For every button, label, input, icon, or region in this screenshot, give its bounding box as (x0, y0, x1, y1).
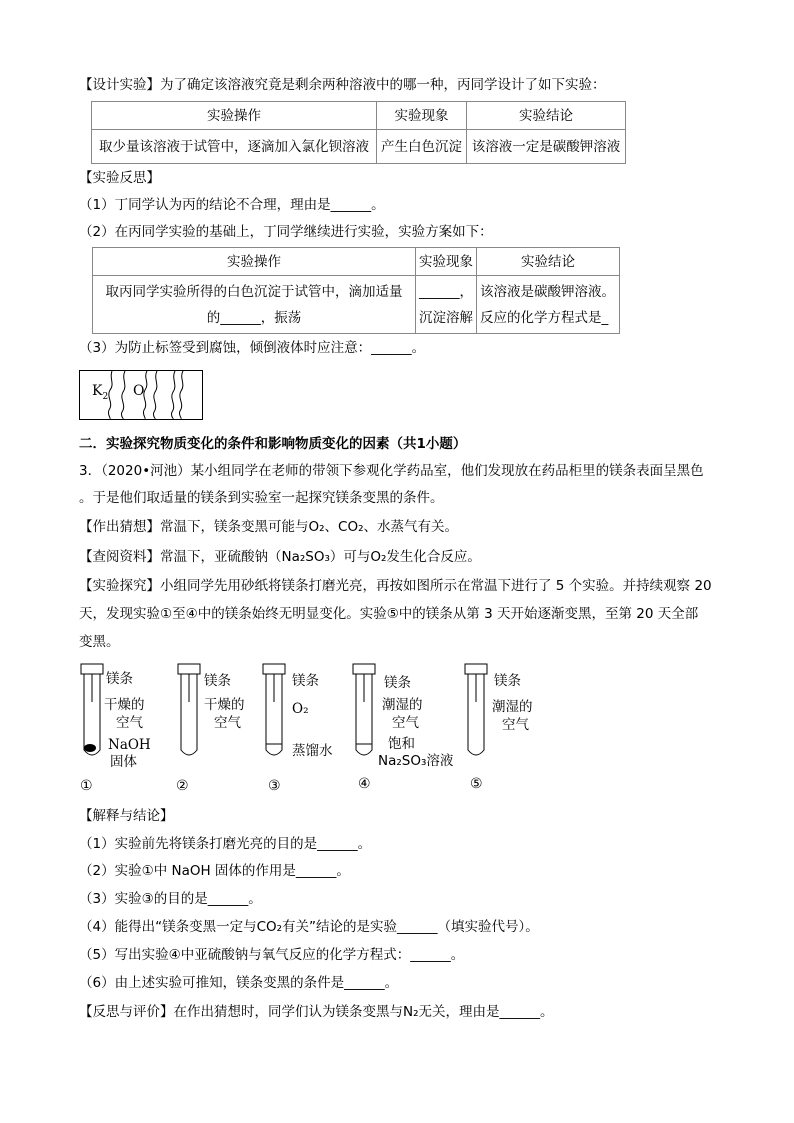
conclusion-q6: （6）由上述实验可推知，镁条变黑的条件是______。 (79, 975, 399, 991)
conclusion-q1: （1）实验前先将镁条打磨光亮的目的是______。 (79, 836, 372, 852)
table2-ph-line1: ______， (419, 283, 473, 300)
table2-con-line1: 该溶液是碳酸钾溶液。 (480, 283, 615, 300)
table2-header-phenomenon: 实验现象 (416, 248, 477, 276)
tube-1-label-naoh: NaOH (108, 737, 151, 753)
label-o: O (133, 383, 145, 399)
tube-1-label-air: 空气 (116, 715, 143, 731)
conclusion-q4: （4）能得出“镁条变黑一定与CO₂有关”结论的是实验______（填实验代号）。 (79, 919, 539, 935)
conclusion-q3: （3）实验③的目的是______。 (79, 891, 262, 907)
tube-5-label-air: 空气 (502, 717, 529, 733)
tube-4-number: ④ (358, 776, 371, 792)
table2-con-line2: 反应的化学方程式是_ (480, 309, 609, 326)
reflection-evaluation: 【反思与评价】在作出猜想时，同学们认为镁条变黑与N₂无关，理由是______。 (79, 1004, 554, 1020)
tube-1-label-solid: 固体 (110, 754, 137, 770)
tube-4-label-humid: 潮湿的 (382, 697, 423, 713)
tube-4-label-mg: 镁条 (384, 675, 411, 691)
q3-exp-line2: 天，发现实验①至④中的镁条始终无明显变化。实验⑤中的镁条从第 3 天开始逐渐变黑，至第 20 天全部 (79, 606, 699, 622)
apparatus-figure (70, 660, 550, 800)
table2-header-conclusion: 实验结论 (477, 248, 620, 276)
tube-3-label-water: 蒸馏水 (292, 743, 333, 759)
tube-4-label-na2so3: Na₂SO₃溶液 (378, 753, 454, 769)
reflection-q2: （2）在丙同学实验的基础上，丁同学继续进行实验，实验方案如下： (79, 224, 493, 240)
tube-2-label-mg: 镁条 (204, 673, 231, 689)
corroded-label-image (79, 370, 203, 420)
tube-1-number: ① (80, 778, 93, 794)
tube-5-number: ⑤ (470, 776, 483, 792)
q3-line1: 3．（2020•河池）某小组同学在老师的带领下参观化学药品室，他们发现放在药品柜里的镁条表面呈黑色 (79, 463, 704, 479)
tube-3-label-mg: 镁条 (292, 673, 319, 689)
q3-guess: 【作出猜想】常温下，镁条变黑可能与O₂、CO₂、水蒸气有关。 (79, 519, 459, 535)
reflection-heading: 【实验反思】 (79, 170, 160, 186)
conclusion-heading: 【解释与结论】 (79, 808, 174, 824)
table1-cell-conclusion: 该溶液一定是碳酸钾溶液 (467, 130, 626, 164)
label-k-sub: 2 (102, 391, 109, 402)
table1-header-phenomenon: 实验现象 (377, 102, 467, 130)
table2-header-operation: 实验操作 (93, 248, 416, 276)
label-k-text (92, 382, 108, 406)
table1-header-operation: 实验操作 (92, 102, 377, 130)
reflection-q3: （3）为防止标签受到腐蚀，倾倒液体时应注意：______。 (79, 340, 426, 356)
experiment-table-2 (92, 247, 620, 334)
label-k: K (92, 383, 103, 399)
q3-data: 【查阅资料】常温下，亚硫酸钠（Na₂SO₃）可与O₂发生化合反应。 (79, 549, 481, 565)
table1-header-conclusion: 实验结论 (467, 102, 626, 130)
table2-cell-phenomenon (416, 276, 477, 334)
table2-ph-line2: 沉淀溶解 (419, 309, 473, 326)
table2-cell-conclusion (477, 276, 620, 334)
tube-5-label-mg: 镁条 (494, 673, 521, 689)
table2-cell-operation (93, 276, 416, 334)
conclusion-q2: （2）实验①中 NaOH 固体的作用是______。 (79, 863, 350, 879)
tube-2-number: ② (176, 778, 189, 794)
table2-op-line1: 取丙同学实验所得的白色沉淀于试管中，滴加适量 (105, 283, 403, 300)
tube-2-label-air: 空气 (214, 715, 241, 731)
tube-3-label-o2: O₂ (292, 701, 309, 717)
table1-cell-operation: 取少量该溶液于试管中，逐滴加入氯化钡溶液 (92, 130, 377, 164)
design-experiment-text: 【设计实验】为了确定该溶液究竟是剩余两种溶液中的哪一种，丙同学设计了如下实验： (79, 77, 606, 93)
experiment-table-1 (91, 101, 626, 164)
reflection-q1: （1）丁同学认为丙的结论不合理，理由是______。 (79, 197, 385, 213)
q3-line2: 。于是他们取适量的镁条到实验室一起探究镁条变黑的条件。 (79, 490, 444, 506)
tube-4-label-saturated: 饱和 (388, 736, 415, 752)
section-title: 二．实验探究物质变化的条件和影响物质变化的因素（共1小题） (79, 436, 467, 452)
q3-exp-line3: 变黑。 (79, 634, 120, 650)
tube-1-label-dry: 干燥的 (104, 697, 145, 713)
table2-op-line2: 的______，振荡 (206, 309, 302, 326)
conclusion-q5: （5）写出实验④中亚硫酸钠与氧气反应的化学方程式：______。 (79, 947, 465, 963)
tube-4-label-air: 空气 (392, 715, 419, 731)
q3-exp-line1: 【实验探究】小组同学先用砂纸将镁条打磨光亮，再按如图所示在常温下进行了 5 个实验。并持续观察 20 (79, 578, 712, 594)
tube-3-number: ③ (268, 778, 281, 794)
tube-2-label-dry: 干燥的 (204, 697, 245, 713)
tube-5-label-humid: 潮湿的 (492, 699, 533, 715)
table1-cell-phenomenon: 产生白色沉淀 (377, 130, 467, 164)
tube-1-label-mg: 镁条 (106, 671, 133, 687)
